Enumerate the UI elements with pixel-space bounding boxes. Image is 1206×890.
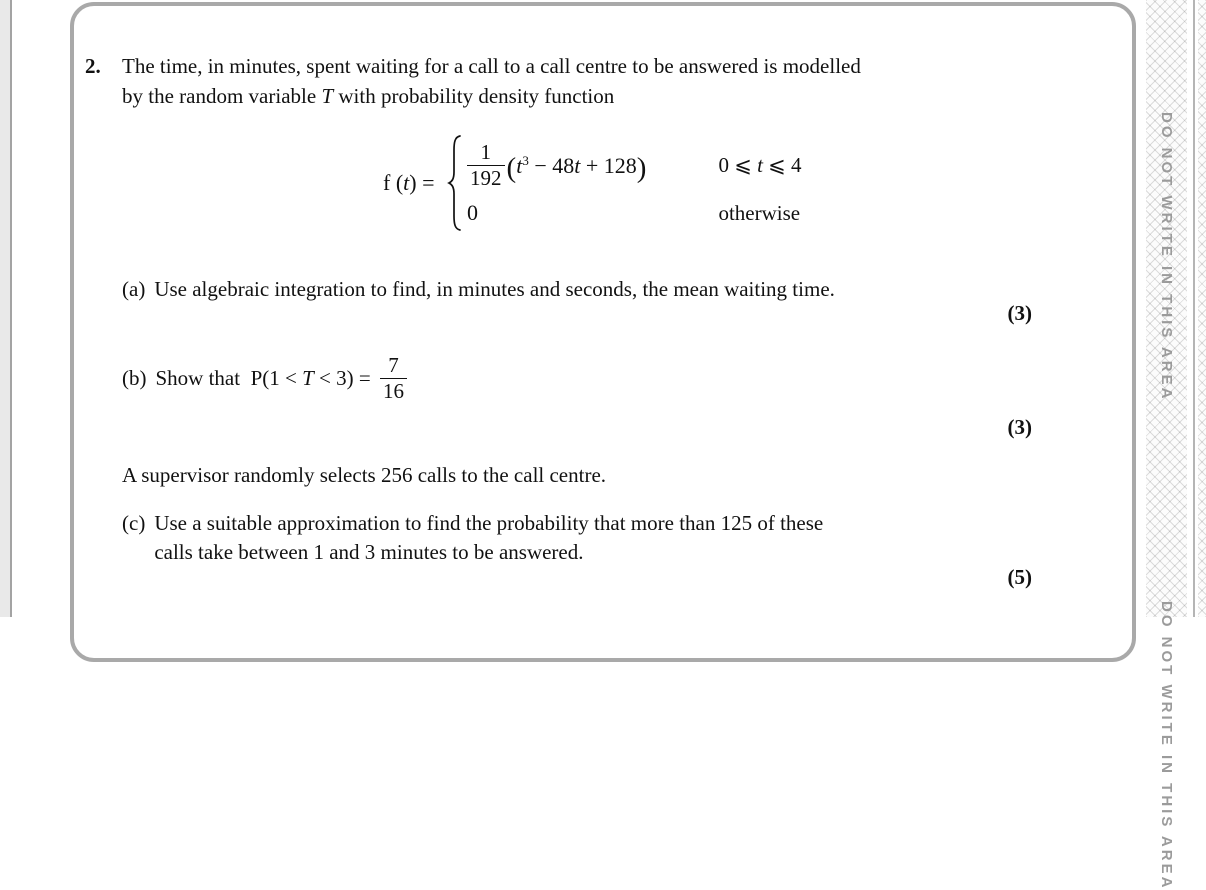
close-paren: )	[636, 151, 647, 184]
fraction-denominator: 192	[467, 165, 505, 191]
pdf-lhs-post: ) =	[409, 170, 441, 195]
pdf-lhs	[383, 170, 440, 196]
part-a-marks: (3)	[1007, 301, 1032, 325]
part-b-text	[156, 363, 376, 393]
next-band-sliver	[1198, 0, 1206, 617]
do-not-write-text: DO NOT WRITE IN THIS AREA	[1158, 112, 1175, 402]
part-b-var-T: T	[302, 366, 314, 390]
fraction-1-192	[467, 140, 505, 191]
part-b-label: (b)	[122, 366, 147, 390]
cond1-var: t	[757, 153, 763, 177]
part-c-text	[154, 509, 823, 567]
part-c	[122, 509, 823, 567]
intro-line2	[122, 81, 1022, 111]
exponent-3: 3	[522, 152, 529, 168]
pdf-case1-condition	[718, 153, 801, 178]
part-b-text-pre: Show that P(1 <	[155, 366, 303, 390]
part-b-marks: (3)	[1007, 415, 1032, 439]
pdf-formula	[383, 134, 802, 232]
page-left-edge	[10, 0, 12, 617]
intro-line2-post: with probability density function	[333, 84, 615, 108]
poly-mid: − 48	[528, 152, 575, 178]
do-not-write-band	[1146, 0, 1187, 890]
part-c-line2: calls take between 1 and 3 minutes to be answered.	[154, 540, 584, 564]
pdf-case2-expression: 0	[467, 200, 479, 225]
viewer-gutter	[0, 0, 10, 617]
page-right-edge	[1193, 0, 1195, 617]
fraction-16: 16	[380, 378, 407, 404]
open-paren: (	[506, 151, 517, 184]
pdf-cases	[467, 140, 802, 226]
fraction-7-16	[380, 353, 407, 404]
pdf-polynomial	[506, 151, 647, 184]
pdf-case1-expression	[467, 140, 646, 191]
part-c-marks: (5)	[1007, 565, 1032, 589]
fraction-numerator: 1	[480, 140, 492, 164]
random-variable-T: T	[321, 84, 334, 108]
part-a-label: (a)	[122, 277, 146, 301]
cond1-post: ⩽ 4	[762, 153, 802, 177]
intro-line2-pre: by the random variable	[122, 84, 322, 108]
poly-tail: + 128	[580, 152, 637, 178]
part-a	[122, 274, 835, 304]
question-number: 2.	[85, 54, 101, 78]
pdf-case2-condition: otherwise	[718, 200, 801, 225]
var-t2: t	[574, 152, 581, 178]
part-c-label: (c)	[122, 511, 146, 535]
cases-brace-icon	[447, 134, 462, 232]
pdf-lhs-var: t	[403, 170, 410, 195]
supervisor-line: A supervisor randomly selects 256 calls to the call centre.	[122, 463, 607, 487]
intro-line1: The time, in minutes, spent waiting for a call to a call centre to be answered is modelled	[122, 54, 861, 78]
part-c-line1: Use a suitable approximation to find the probability that more than 125 of these	[154, 511, 824, 535]
part-b-text-post: < 3) =	[313, 366, 376, 390]
var-t: t	[516, 152, 523, 178]
do-not-write-text-repeat: DO NOT WRITE IN THIS AREA	[1158, 601, 1175, 890]
cond1-pre: 0 ⩽	[718, 153, 758, 177]
part-a-text: Use algebraic integration to find, in minutes and seconds, the mean waiting time.	[154, 277, 835, 301]
fraction-7: 7	[388, 352, 399, 377]
question-intro	[122, 51, 1022, 111]
pdf-lhs-pre: f (	[383, 170, 404, 195]
part-b	[122, 351, 407, 405]
